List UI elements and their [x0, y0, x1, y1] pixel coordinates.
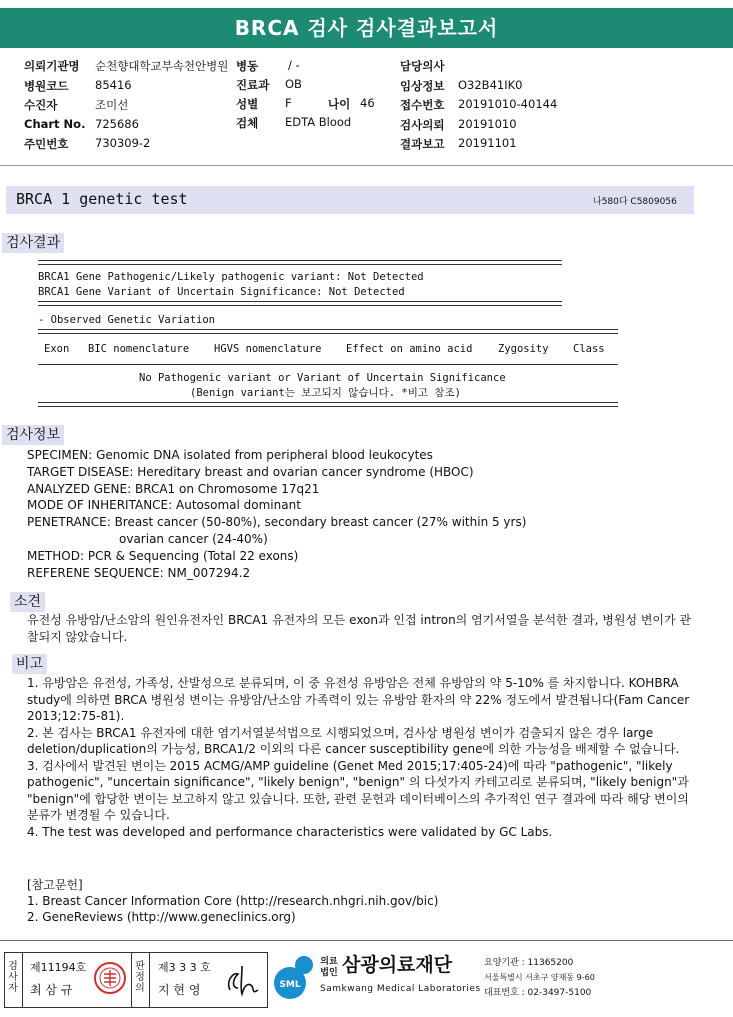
rule-double [38, 301, 562, 306]
header-value: F [285, 96, 292, 110]
remark-item: 2. 본 검사는 BRCA1 유전자에 대한 염기서열분석법으로 시행되었으며, 검사상 병원성 변이가 검출되지 않은 경우 large deletion/duplication의 가능성, BRCA1/2 이외의 다른 cancer susceptibility gene에 의한 가능성을 배제할 수 없습니다. [27, 725, 680, 756]
ref-item: 2. GeneReviews (http://www.geneclinics.org) [27, 910, 296, 924]
remarks-heading: 비고 [12, 654, 47, 674]
header-label: 검사의뢰 [400, 117, 445, 132]
table-column-header: Exon [44, 343, 70, 355]
table-column-header: Effect on amino acid [346, 343, 473, 355]
header-label: 결과보고 [400, 137, 445, 151]
age-label: 나이 [328, 97, 351, 111]
info-line: SPECIMEN: Genomic DNA isolated from peripheral blood leukocytes [27, 448, 433, 462]
footer-divider [0, 940, 733, 941]
header-label: 성별 [236, 97, 259, 111]
header-label: 병원코드 [24, 78, 69, 93]
test-code: 나580다 C5809056 [593, 197, 677, 207]
header-label: 담당의사 [400, 59, 445, 73]
info-heading: 검사정보 [2, 425, 64, 445]
header-label: 의뢰기관명 [24, 59, 80, 73]
rule-double [38, 329, 618, 334]
info-line: TARGET DISEASE: Hereditary breast and ovarian cancer syndrome (HBOC) [27, 464, 474, 479]
benign-note: (Benign variant는 보고되지 않습니다. *비고 참조) [190, 387, 461, 399]
header-label: 병동 [236, 59, 259, 73]
header-value: 20191010-40144 [458, 97, 558, 111]
org-info-2: 서울특별시 서초구 양재동 9-60 [484, 973, 595, 982]
header-label: 진료과 [236, 78, 270, 92]
judge-label: 판정의 [135, 961, 145, 994]
header-label: Chart No. [24, 116, 86, 131]
header-value: 20191010 [458, 116, 517, 131]
header-value: / - [288, 58, 300, 72]
inspector-label: 검사자 [8, 961, 18, 994]
header-label: 검체 [236, 116, 259, 130]
table-column-header: BIC nomenclature [88, 343, 190, 355]
rule-double [38, 402, 618, 407]
header-value: EDTA Blood [285, 115, 352, 129]
test-title: BRCA 1 genetic test [16, 190, 188, 208]
header-value: 730309-2 [95, 136, 151, 150]
remark-item: 3. 검사에서 발견된 변이는 2015 ACMG/AMP guideline (Genet Med 2015;17:405-24)에 따라 "pathogenic", "likely pathogenic", "uncertain significance", "likely benign", "benign" 의 다섯가지 카테고리로 분류되며, "likely benign"과 "benign"에 합당한 변이는 보고하지 않고 있습니다. 또한, 관련 문헌과 데이터베이스의 추가적인 연구 결과에 따라 해당 변이의 분류가 변경될 수 있습니다. [27, 758, 689, 822]
org-name: 삼광의료재단 [342, 954, 453, 976]
header-value: 순천향대학교부속천안병원 [95, 59, 229, 73]
judge-name: 지 현 영 [158, 983, 201, 997]
age-value: 46 [360, 96, 375, 110]
info-line: ANALYZED GENE: BRCA1 on Chromosome 17q21 [27, 481, 320, 496]
remark-item: 1. 유방암은 유전성, 가족성, 산발성으로 분류되며, 이 중 유전성 유방암은 전체 유방암의 약 5-10% 를 차지합니다. KOHBRA study에 의하면 BRCA 병원성 변이는 유방암/난소암 가족력이 있는 유방암 환자의 약 22% 정도에서 발견됩니다(Fam Cancer 2013;12:75-81). [27, 676, 690, 723]
rule-double [38, 260, 562, 265]
observed-label: - Observed Genetic Variation [38, 314, 216, 326]
header-value: 20191101 [458, 136, 517, 150]
info-line: METHOD: PCR & Sequencing (Total 22 exons) [27, 548, 299, 563]
header-value: OB [285, 77, 302, 91]
judge-number: 제3 3 3 호 [158, 961, 211, 974]
no-variant-text: No Pathogenic variant or Variant of Uncertain Significance [139, 372, 506, 384]
result-line-1: BRCA1 Gene Pathogenic/Likely pathogenic variant: Not Detected [38, 271, 424, 283]
info-line: ovarian cancer (24-40%) [119, 532, 268, 546]
remark-item: 4. The test was developed and performance characteristics were validated by GC Labs. [27, 824, 553, 839]
header-value: O32B41IK0 [458, 77, 523, 92]
remarks-list [27, 675, 702, 840]
header-label: 수진자 [24, 98, 58, 112]
header-label: 임상정보 [400, 78, 445, 93]
ref-item: 1. Breast Cancer Information Core (http://research.nhgri.nih.gov/bic) [27, 894, 439, 908]
header-value: 85416 [95, 77, 132, 92]
rule-single [38, 364, 618, 365]
sml-logo-icon [270, 953, 316, 1001]
seal-stamp-icon [92, 960, 128, 996]
report-title: BRCA 검사 검사결과보고서 [0, 8, 733, 48]
org-small: 의료법인 [320, 957, 338, 978]
signature-icon [222, 960, 262, 1000]
results-heading: 검사결과 [2, 233, 64, 253]
org-english-name: Samkwang Medical Laboratories [320, 984, 481, 994]
result-line-2: BRCA1 Gene Variant of Uncertain Significance: Not Detected [38, 286, 405, 298]
inspector-number: 제11194호 [30, 961, 87, 974]
table-column-header: Zygosity [498, 343, 549, 355]
table-column-header: Class [573, 343, 605, 355]
header-label: 주민번호 [24, 137, 69, 151]
header-value: 725686 [95, 116, 139, 131]
refs-heading: [참고문헌] [27, 878, 83, 892]
header-divider [0, 165, 733, 166]
logo-text: SML [279, 980, 301, 990]
opinion-text: 유전성 유방암/난소암의 원인유전자인 BRCA1 유전자의 모든 exon과 인접 intron의 염기서열을 분석한 결과, 병원성 변이가 관찰되지 않았습니다. [27, 613, 692, 644]
info-line: REFERENE SEQUENCE: NM_007294.2 [27, 565, 251, 580]
header-label: 접수번호 [400, 98, 445, 112]
org-info-1: 요양기관 : 11365200 [484, 958, 574, 968]
info-line: MODE OF INHERITANCE: Autosomal dominant [27, 498, 301, 513]
info-line: PENETRANCE: Breast cancer (50-80%), secondary breast cancer (27% within 5 yrs) [27, 515, 527, 530]
opinion-heading: 소견 [10, 592, 45, 612]
inspector-name: 최 삼 규 [30, 983, 73, 997]
header-value: 조미선 [95, 98, 129, 112]
org-info-3: 대표번호 : 02-3497-5100 [484, 988, 592, 998]
table-column-header: HGVS nomenclature [214, 343, 322, 355]
